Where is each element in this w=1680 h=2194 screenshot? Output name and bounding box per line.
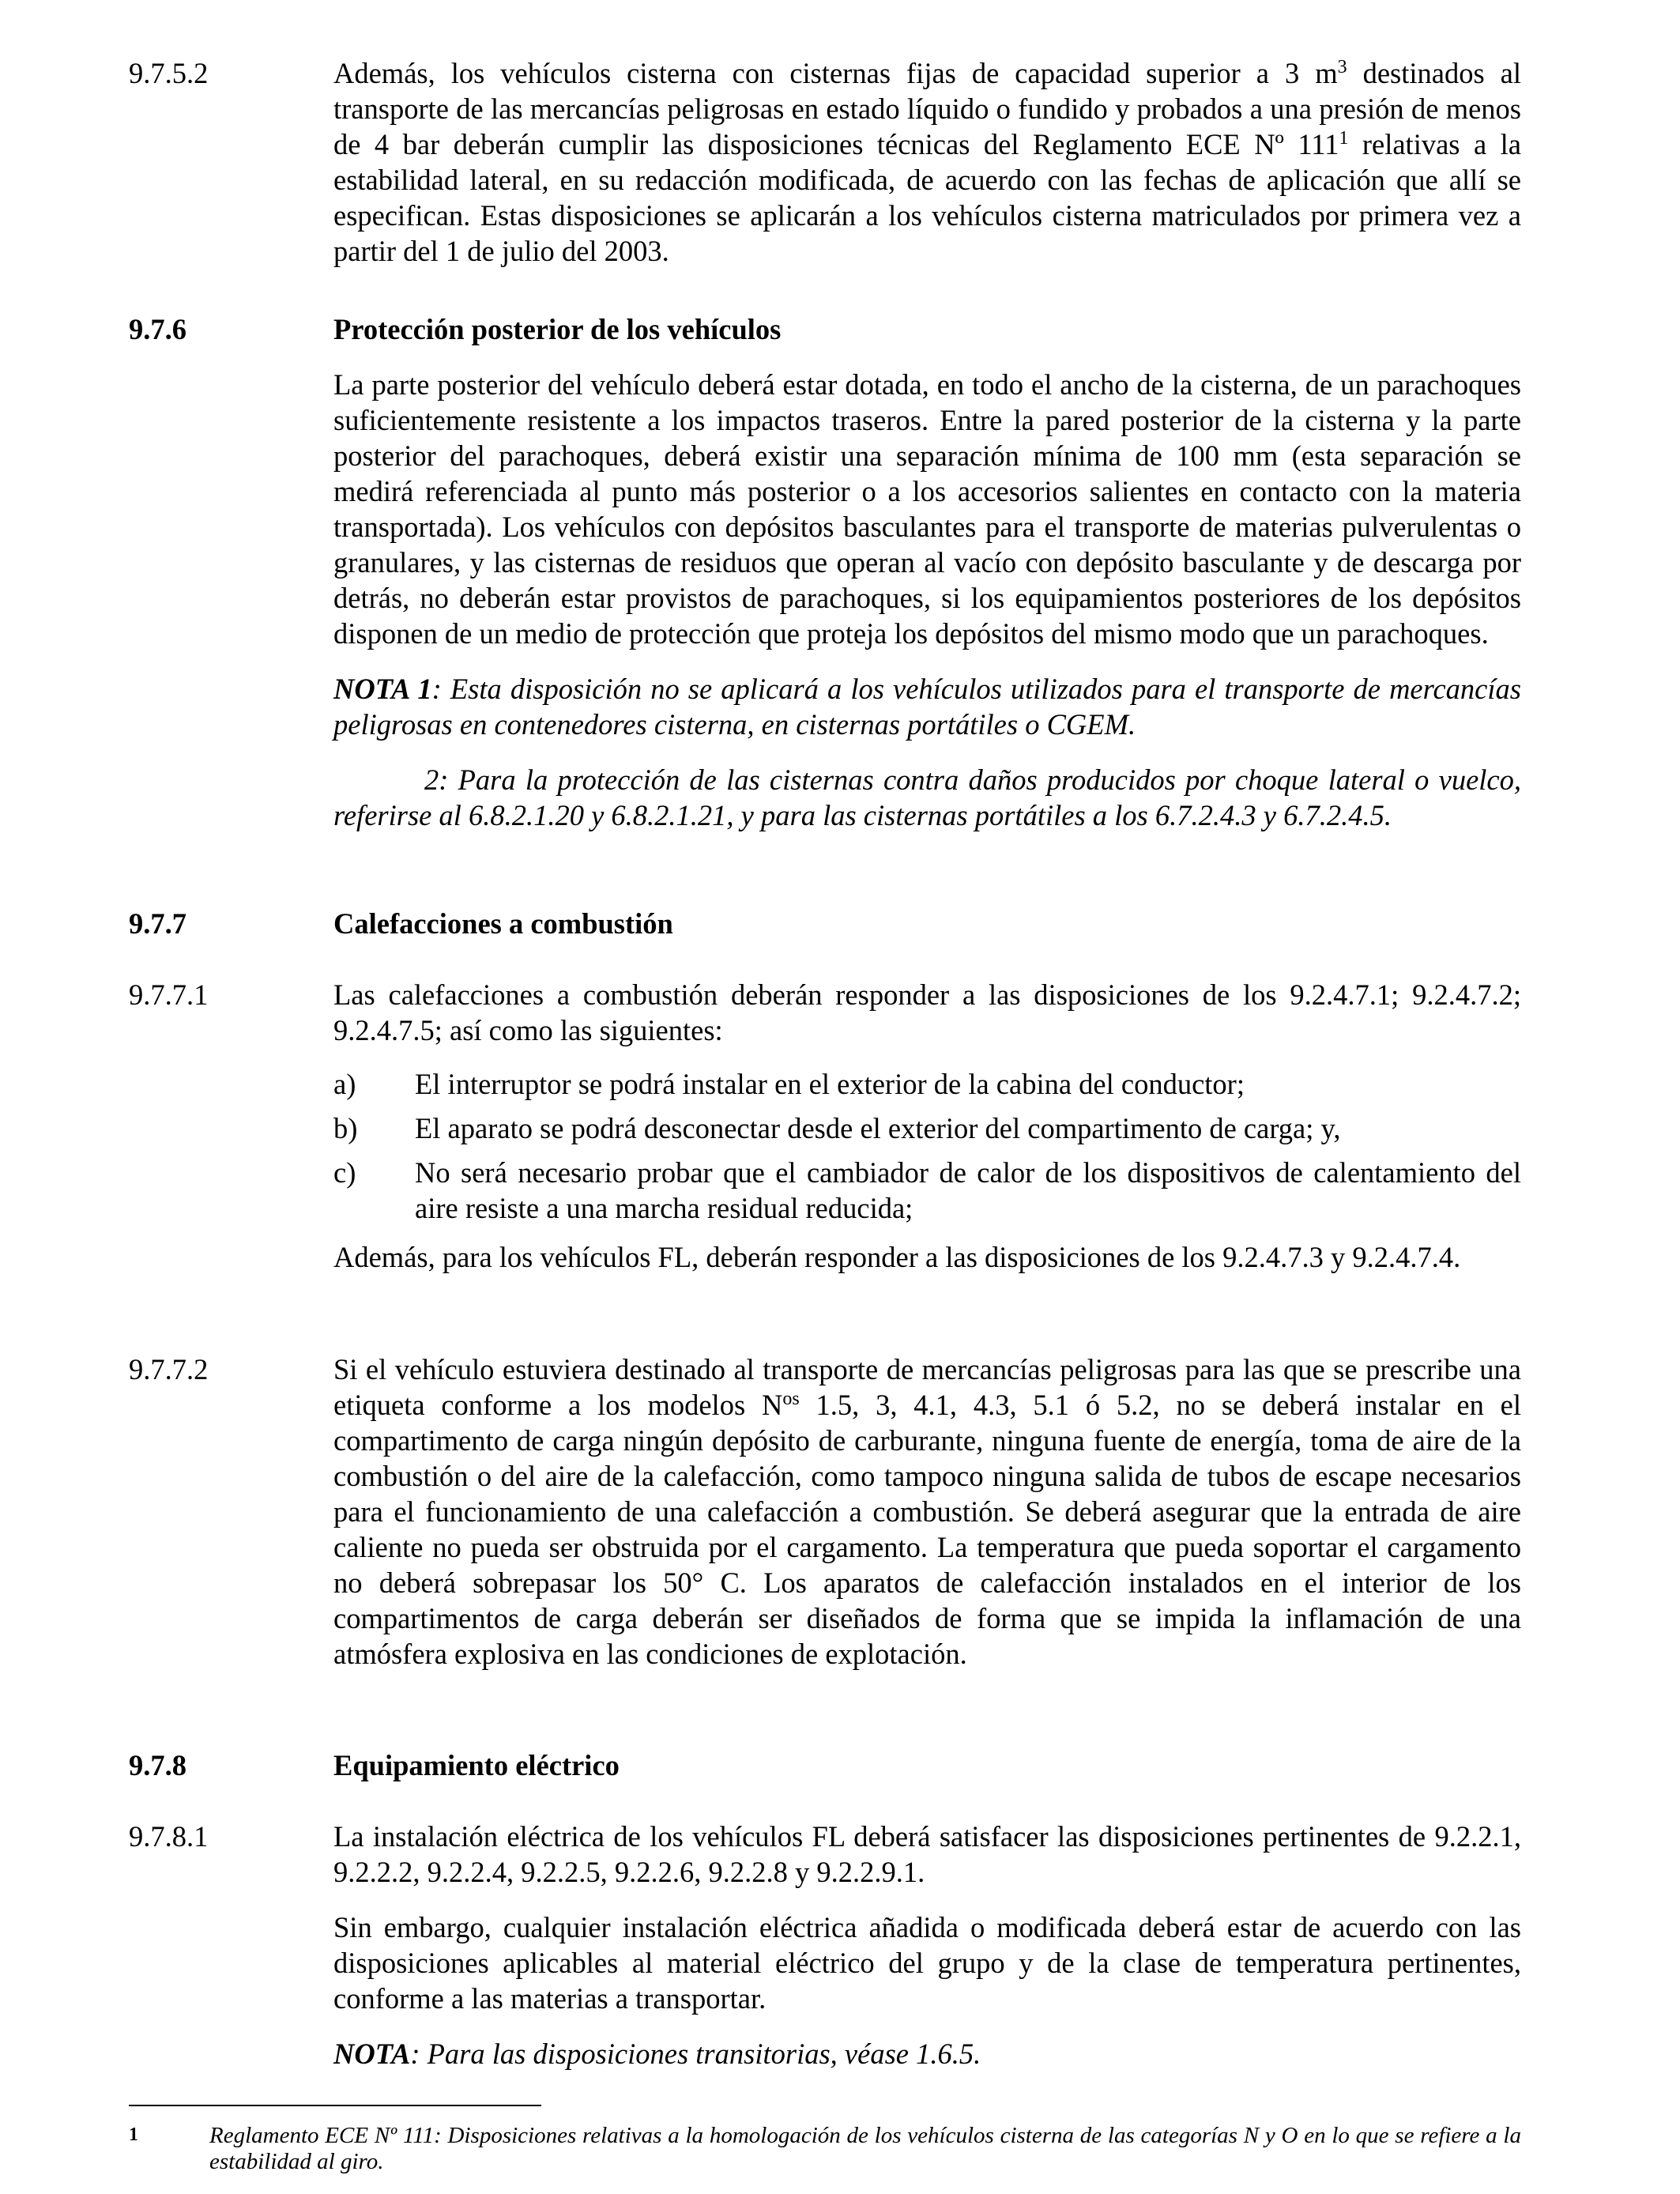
section-number-9-7-7-1: 9.7.7.1: [129, 978, 209, 1011]
list-item-text: El aparato se podrá desconectar desde el exterior del compartimento de carga; y,: [415, 1112, 1341, 1144]
list-item-label: c): [333, 1156, 356, 1189]
paragraph-text-part: relativas a la estabilidad lateral, en su redacción modificada, de acuerdo con las fechas de aplicación que allí se especifican. Estas disposiciones se aplicarán a los vehículos cisterna matriculados por primera vez a partir del 1 de julio del 2003.: [333, 128, 1521, 267]
list-item-text: El interruptor se podrá instalar en el exterior de la cabina del conductor;: [415, 1068, 1245, 1100]
note-1: [333, 671, 1521, 742]
section-number-9-7-8-1: 9.7.8.1: [129, 1820, 209, 1853]
list-item: [333, 1066, 1521, 1102]
footnote-text: Reglamento ECE Nº 111: Disposiciones relativas a la homologación de los vehículos cisterna de las categorías N y O en lo que se refiere a la estabilidad al giro.: [209, 2123, 1521, 2174]
section-number-9-7-5-2: 9.7.5.2: [129, 57, 209, 89]
note: [333, 2036, 1521, 2071]
paragraph-text-part: 1.5, 3, 4.1, 4.3, 5.1 ó 5.2, no se deberá instalar en el compartimento de carga ningún depósito de carburante, ninguna fuente de energía, toma de aire de la combustión o del aire de la calefacción, como tampoco ninguna salida de tubos de escape necesarios para el funcionamiento de una calefacción a combustión. Se deberá asegurar que la entrada de aire caliente no pueda ser obstruida por el cargamento. La temperatura que pueda soportar el cargamento no deberá sobrepasar los 50° C. Los aparatos de calefacción instalados en el interior de los compartimentos de carga deberán ser diseñados de forma que se impida la inflamación de una atmósfera explosiva en las condiciones de explotación.: [333, 1389, 1521, 1670]
paragraph-body: La parte posterior del vehículo deberá estar dotada, en todo el ancho de la cisterna, de un parachoques suficientemente resistente a los impactos traseros. Entre la pared posterior de la cisterna y la parte posterior del parachoques, deberá existir una separación mínima de 100 mm (esta separación se medirá referenciada al punto más posterior o a los accesorios salientes en contacto con la materia transportada). Los vehículos con depósitos basculantes para el transporte de materias pulverulentas o granulares, y las cisternas de residuos que operan al vacío con depósito basculante y de descarga por detrás, no deberán estar provistos de parachoques, si los equipamientos posteriores de los depósitos disponen de un medio de protección que proteja los depósitos del mismo modo que un parachoques.: [333, 368, 1521, 650]
footnote-number: 1: [129, 2124, 138, 2145]
paragraph-9-7-5-2: [333, 55, 1521, 269]
list-9-7-7-1: [333, 1066, 1521, 1235]
note-text: : Para las disposiciones transitorias, véase 1.6.5.: [410, 2038, 981, 2070]
paragraph-9-7-7-1-fl: Además, para los vehículos FL, deberán responder a las disposiciones de los 9.2.4.7.3 y 9.2.4.7.4.: [333, 1241, 1461, 1273]
footnote-divider: [129, 2105, 541, 2106]
superscript-cubic: 3: [1337, 56, 1347, 77]
section-heading-9-7-8: Equipamiento eléctrico: [333, 1749, 620, 1781]
section-number-9-7-6: 9.7.6: [129, 313, 186, 345]
section-number-9-7-7: 9.7.7: [129, 907, 186, 940]
section-number-9-7-7-2: [129, 1351, 208, 1387]
note-label: NOTA: [333, 2038, 411, 2070]
note-text: : Esta disposición no se aplicará a los vehículos utilizados para el transporte de mercancías peligrosas en contenedores cisterna, en cisternas portátiles o CGEM.: [333, 673, 1521, 741]
paragraph-text-part: destinados al transporte de las mercancías peligrosas en estado líquido o fundido y probados a una presión de menos de 4 bar deberán cumplir las disposiciones técnicas del Reglamento ECE Nº 111: [333, 57, 1522, 160]
note-2: 2: Para la protección de las cisternas contra daños producidos por choque lateral o vuelco, referirse al 6.8.2.1.20 y 6.8.2.1.21, y para las cisternas portátiles a los 6.7.2.4.3 y 6.7.2.4.5.: [333, 763, 1521, 831]
paragraph-text-part: Si el vehículo estuviera destinado al transporte de mercancías peligrosas para las que se prescribe una etiqueta conforme a los modelos N: [333, 1353, 1521, 1421]
section-9-7-8-1: [333, 1819, 1521, 2071]
superscript-os: os: [782, 1388, 800, 1409]
section-heading: Protección posterior de los vehículos: [333, 313, 782, 345]
paragraph-9-7-7-1: Las calefacciones a combustión deberán responder a las disposiciones de los 9.2.4.7.1; 9.2.4.7.2; 9.2.4.7.5; así como las siguientes:: [333, 978, 1521, 1046]
note-label: NOTA 1: [333, 673, 432, 705]
paragraph-9-7-7-2: [333, 1351, 1521, 1672]
list-item: [333, 1155, 1521, 1226]
section-number-text: 9.7.7.2: [129, 1353, 209, 1385]
section-number-9-7-8: 9.7.8: [129, 1749, 186, 1781]
list-item-text: No será necesario probar que el cambiador de calor de los dispositivos de calentamiento del aire resiste a una marcha residual reducida;: [415, 1156, 1521, 1224]
list-item-label: a): [333, 1068, 356, 1100]
footnote-reference[interactable]: 1: [1339, 127, 1349, 149]
section-heading-9-7-7: Calefacciones a combustión: [333, 907, 673, 940]
section-9-7-6: [333, 311, 1521, 833]
paragraph-body: La instalación eléctrica de los vehículos FL deberá satisfacer las disposiciones pertinentes de 9.2.2.1, 9.2.2.2, 9.2.2.4, 9.2.2.5, 9.2.2.6, 9.2.2.8 y 9.2.2.9.1.: [333, 1820, 1521, 1888]
paragraph-body: Sin embargo, cualquier instalación eléctrica añadida o modificada deberá estar de acuerdo con las disposiciones aplicables al material eléctrico del grupo y de la clase de temperatura pertinentes, conforme a las materias a transportar.: [333, 1911, 1521, 2015]
paragraph-text-part: Además, los vehículos cisterna con cisternas fijas de capacidad superior a 3 m: [333, 57, 1338, 89]
list-item-label: b): [333, 1112, 358, 1144]
list-item: [333, 1110, 1521, 1146]
